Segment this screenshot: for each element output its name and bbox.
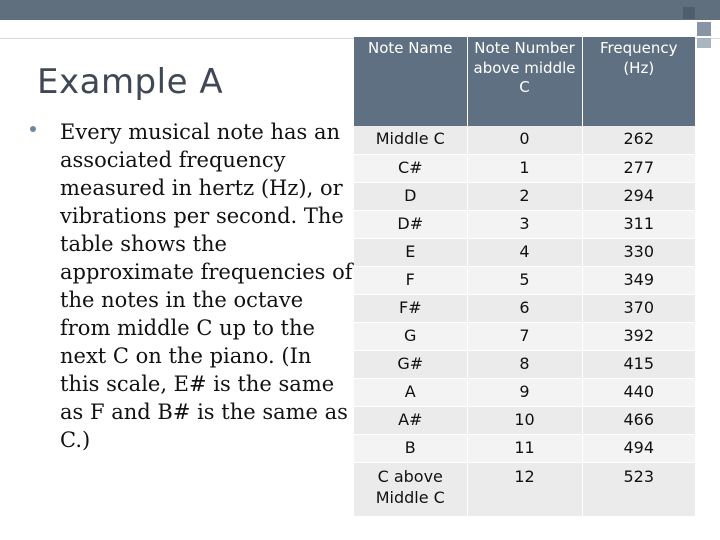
table-row (354, 182, 695, 210)
note-number-cell: 6 (467, 294, 582, 322)
note-number-cell: 2 (467, 182, 582, 210)
table-row (354, 154, 695, 182)
note-number-cell: 3 (467, 210, 582, 238)
note-name-cell: C above Middle C (354, 462, 467, 516)
table-row (354, 434, 695, 462)
top-accent-bar (0, 0, 720, 20)
note-name-cell: B (354, 434, 467, 462)
header-frequency: Frequency (Hz) (582, 37, 695, 126)
note-number-cell: 9 (467, 378, 582, 406)
table-row (354, 126, 695, 154)
note-name-cell: F# (354, 294, 467, 322)
table-row (354, 238, 695, 266)
top-accent-band (0, 20, 720, 38)
note-name-cell: D (354, 182, 467, 210)
frequency-cell: 349 (582, 266, 695, 294)
slide-title: Example A (37, 62, 224, 102)
note-name-cell: E (354, 238, 467, 266)
note-name-cell: A# (354, 406, 467, 434)
note-name-cell: A (354, 378, 467, 406)
frequency-cell: 466 (582, 406, 695, 434)
note-name-cell: G (354, 322, 467, 350)
frequency-cell: 494 (582, 434, 695, 462)
corner-square-light (697, 38, 711, 48)
note-number-cell: 12 (467, 462, 582, 516)
table-row (354, 266, 695, 294)
note-number-cell: 1 (467, 154, 582, 182)
note-number-cell: 7 (467, 322, 582, 350)
table-row (354, 406, 695, 434)
bullet-dot-icon (30, 126, 36, 132)
frequency-cell: 311 (582, 210, 695, 238)
bullet-item (30, 118, 355, 454)
table-row (354, 322, 695, 350)
table-row (354, 210, 695, 238)
note-name-cell: D# (354, 210, 467, 238)
frequency-cell: 294 (582, 182, 695, 210)
header-note-name: Note Name (354, 37, 467, 126)
table-header-row (354, 37, 695, 126)
frequency-cell: 415 (582, 350, 695, 378)
table-row (354, 378, 695, 406)
table-row (354, 462, 695, 516)
frequency-table (354, 37, 695, 517)
note-number-cell: 8 (467, 350, 582, 378)
note-number-cell: 10 (467, 406, 582, 434)
header-note-number: Note Number above middle C (467, 37, 582, 126)
frequency-cell: 523 (582, 462, 695, 516)
table-row (354, 350, 695, 378)
note-number-cell: 0 (467, 126, 582, 154)
note-name-cell: F (354, 266, 467, 294)
note-number-cell: 5 (467, 266, 582, 294)
frequency-cell: 330 (582, 238, 695, 266)
frequency-cell: 392 (582, 322, 695, 350)
bullet-text: Every musical note has an associated frequency measured in hertz (Hz), or vibrations per second. The table shows the approximate frequencies of the notes in the octave from middle C up to the next C on the piano. (In this scale, E# is the same as F and B# is the same as C.) (60, 120, 353, 452)
note-number-cell: 4 (467, 238, 582, 266)
table-row (354, 294, 695, 322)
frequency-cell: 370 (582, 294, 695, 322)
frequency-cell: 440 (582, 378, 695, 406)
note-number-cell: 11 (467, 434, 582, 462)
corner-square-mid (697, 22, 711, 36)
frequency-cell: 277 (582, 154, 695, 182)
frequency-cell: 262 (582, 126, 695, 154)
note-name-cell: C# (354, 154, 467, 182)
note-name-cell: Middle C (354, 126, 467, 154)
corner-square-dark (683, 7, 695, 19)
note-name-cell: G# (354, 350, 467, 378)
